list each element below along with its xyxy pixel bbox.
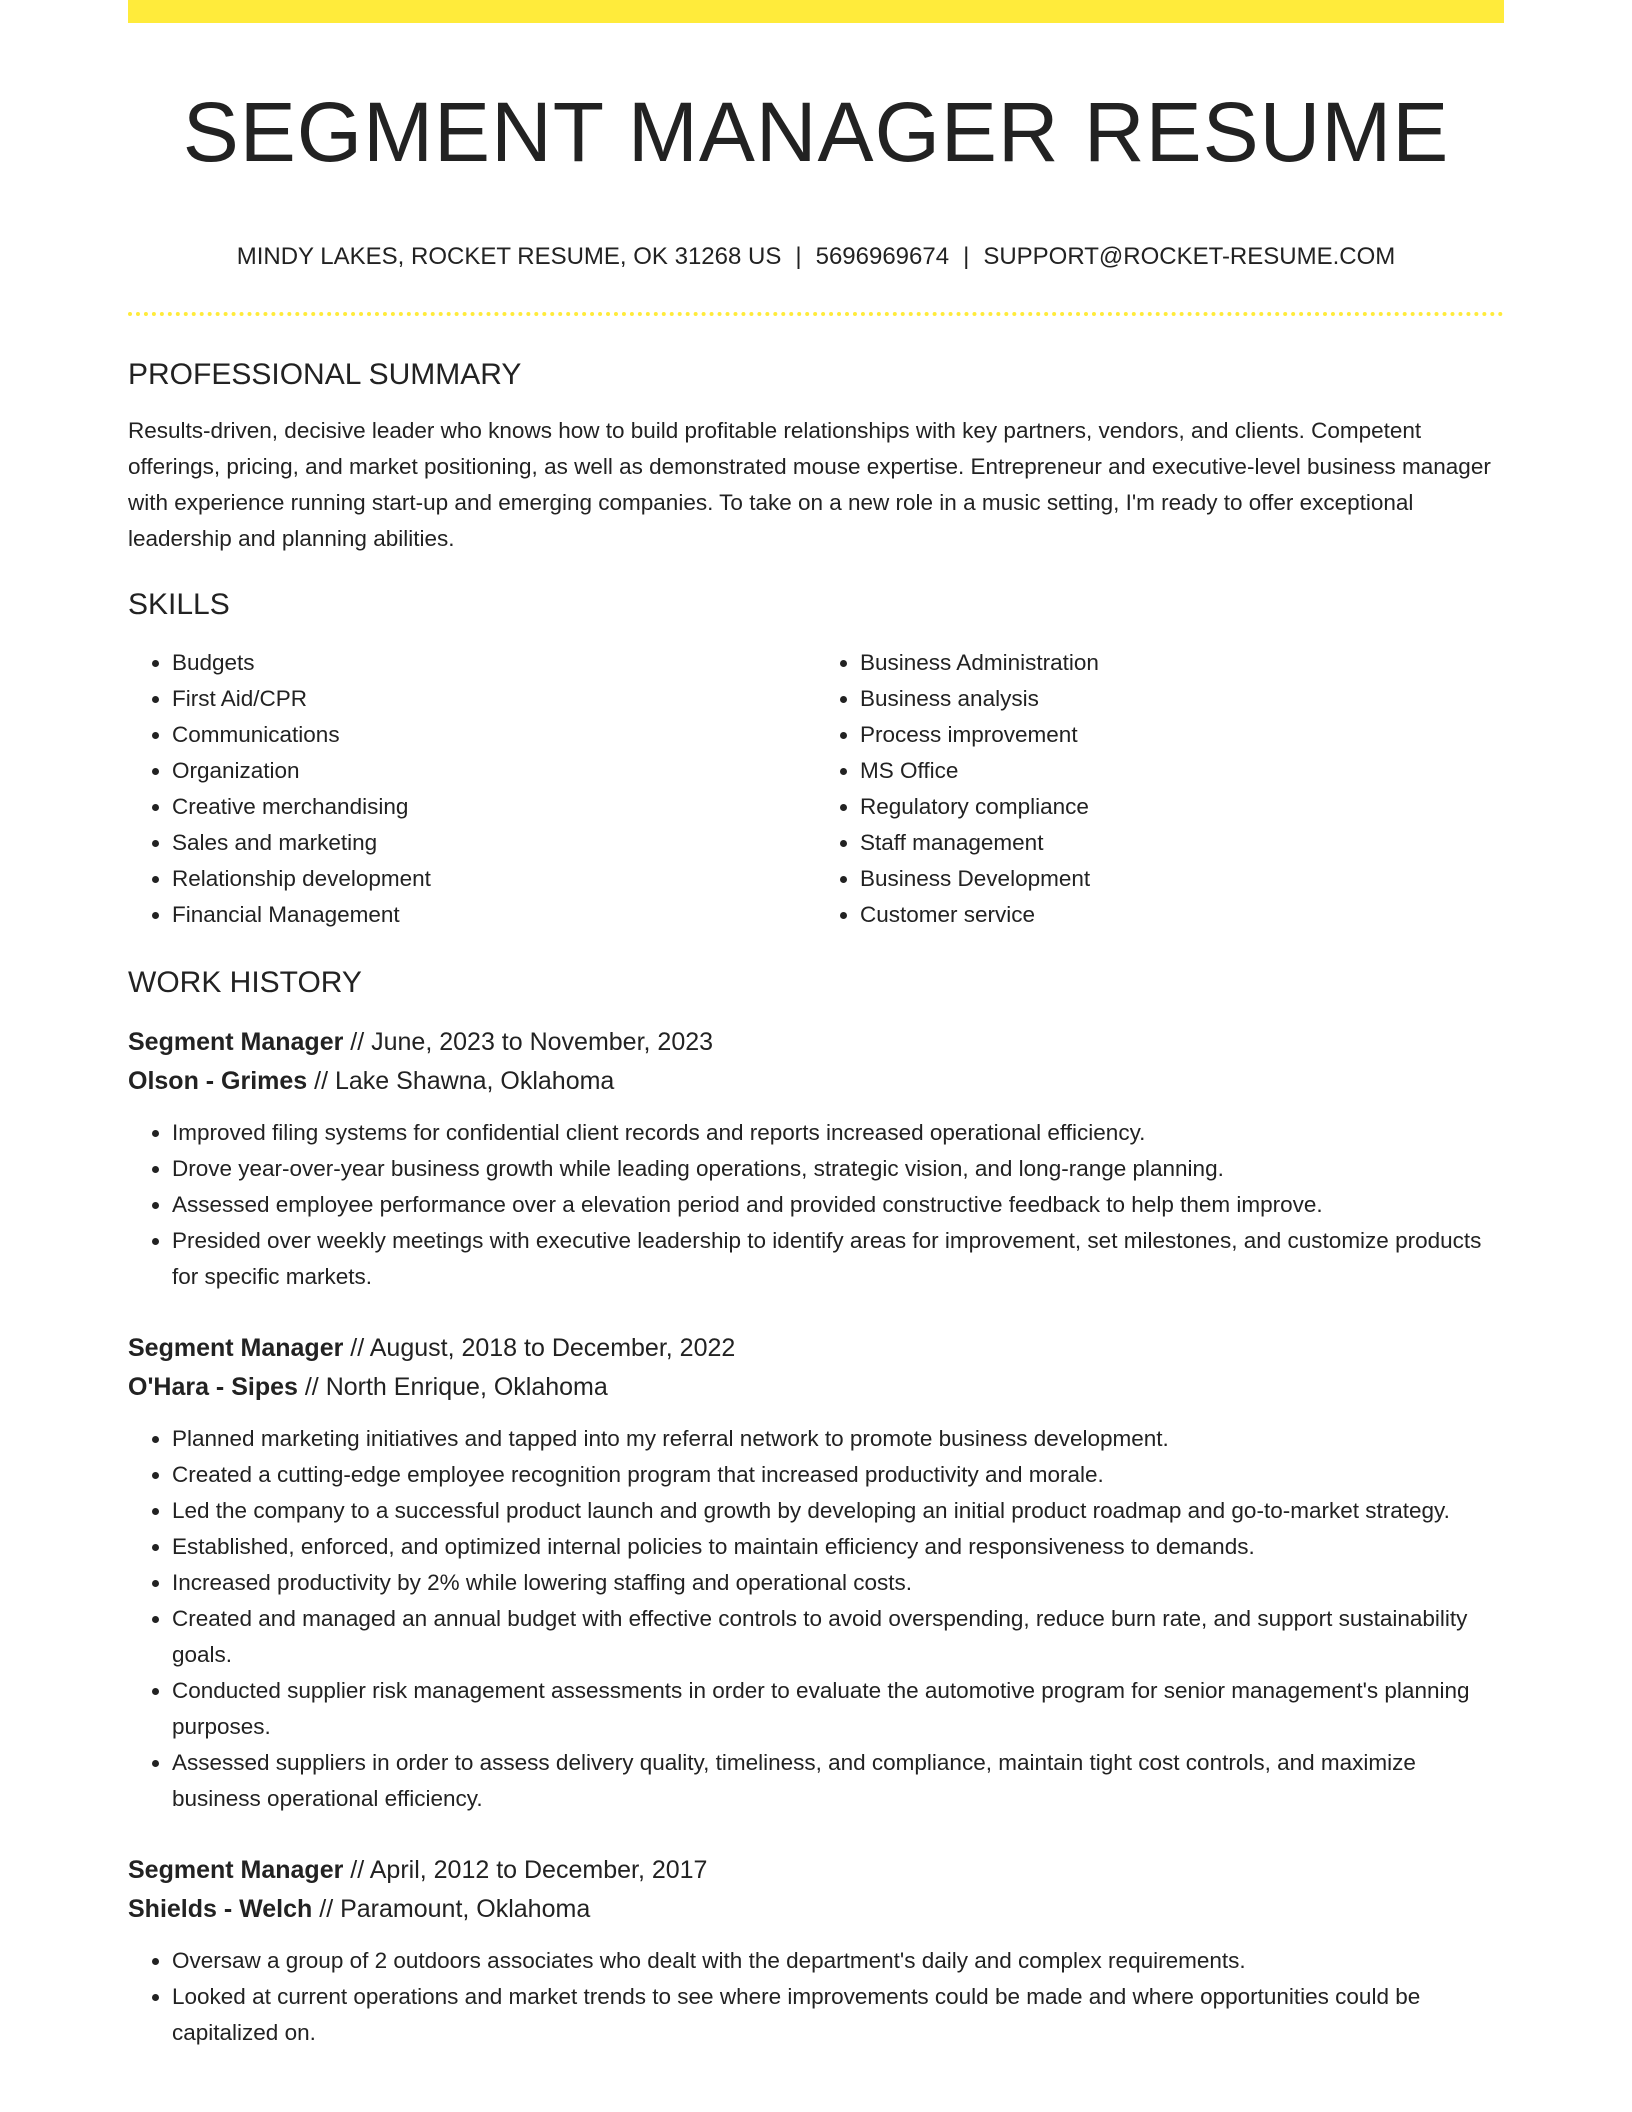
job-bullet: • Created and managed an annual budget with effective controls to avoid overspending, reduce burn rate, and support sustainability goals. xyxy=(172,1601,1504,1673)
job-bullet: • Oversaw a group of 2 outdoors associates who dealt with the department's daily and complex requirements. xyxy=(172,1943,1504,1979)
skill-item: • Budgets xyxy=(172,645,816,681)
top-accent-bar xyxy=(128,0,1504,23)
skill-item: • Creative merchandising xyxy=(172,789,816,825)
job-bullet: • Looked at current operations and market trends to see where improvements could be made and where opportunities could be capitalized on. xyxy=(172,1979,1504,2051)
job-bullet: • Presided over weekly meetings with executive leadership to identify areas for improvement, set milestones, and customize products for specific markets. xyxy=(172,1223,1504,1295)
skill-item: • Business Development xyxy=(860,861,1504,897)
dotted-divider xyxy=(128,312,1504,316)
summary-heading: PROFESSIONAL SUMMARY xyxy=(128,358,522,391)
job-company-line xyxy=(128,1062,1504,1101)
job-bullets xyxy=(128,1421,1504,1817)
job-bullet: • Led the company to a successful product launch and growth by developing an initial product roadmap and go-to-market strategy. xyxy=(172,1493,1504,1529)
job-dates: // April, 2012 to December, 2017 xyxy=(343,1856,708,1884)
job-role-line xyxy=(128,1023,1504,1062)
job-location: // Paramount, Oklahoma xyxy=(312,1895,591,1923)
resume-page xyxy=(128,0,1504,2051)
job-company: Shields - Welch xyxy=(128,1895,313,1923)
job-dates: // August, 2018 to December, 2022 xyxy=(343,1334,736,1362)
job-role: Segment Manager xyxy=(128,1334,344,1362)
job-bullet: • Increased productivity by 2% while lowering staffing and operational costs. xyxy=(172,1565,1504,1601)
skill-item: • Process improvement xyxy=(860,717,1504,753)
contact-address: MINDY LAKES, ROCKET RESUME, OK 31268 US xyxy=(236,243,782,270)
skill-item: • Communications xyxy=(172,717,816,753)
skill-item: • Customer service xyxy=(860,897,1504,933)
job-bullets xyxy=(128,1943,1504,2051)
resume-title: SEGMENT MANAGER RESUME xyxy=(182,85,1450,179)
skill-item: • First Aid/CPR xyxy=(172,681,816,717)
job-location: // North Enrique, Oklahoma xyxy=(297,1373,608,1401)
job-entry xyxy=(128,1329,1504,1817)
job-bullet: • Drove year-over-year business growth while leading operations, strategic vision, and long-range planning. xyxy=(172,1151,1504,1187)
job-bullet: • Created a cutting-edge employee recognition program that increased productivity and morale. xyxy=(172,1457,1504,1493)
job-bullet: • Assessed suppliers in order to assess delivery quality, timeliness, and compliance, maintain tight cost controls, and maximize business operational efficiency. xyxy=(172,1745,1504,1817)
job-company: Olson - Grimes xyxy=(128,1067,308,1095)
job-company: O'Hara - Sipes xyxy=(128,1373,298,1401)
skill-item: • Relationship development xyxy=(172,861,816,897)
job-role: Segment Manager xyxy=(128,1856,344,1884)
contact-email: SUPPORT@ROCKET-RESUME.COM xyxy=(983,243,1396,270)
job-company-line xyxy=(128,1368,1504,1407)
contact-separator: | xyxy=(963,243,970,270)
job-bullet: • Planned marketing initiatives and tapped into my referral network to promote business development. xyxy=(172,1421,1504,1457)
job-bullet: • Improved filing systems for confidential client records and reports increased operational efficiency. xyxy=(172,1115,1504,1151)
job-entry xyxy=(128,1851,1504,2051)
skill-item: • Financial Management xyxy=(172,897,816,933)
job-role-line xyxy=(128,1329,1504,1368)
job-role-line xyxy=(128,1851,1504,1890)
job-bullets xyxy=(128,1115,1504,1295)
skill-item: • Sales and marketing xyxy=(172,825,816,861)
skill-item: • Staff management xyxy=(860,825,1504,861)
contact-separator: | xyxy=(795,243,802,270)
job-dates: // June, 2023 to November, 2023 xyxy=(343,1028,714,1056)
skill-item: • MS Office xyxy=(860,753,1504,789)
job-bullet: • Established, enforced, and optimized internal policies to maintain efficiency and responsiveness to demands. xyxy=(172,1529,1504,1565)
contact-line xyxy=(128,242,1504,272)
skill-item: • Business analysis xyxy=(860,681,1504,717)
job-role: Segment Manager xyxy=(128,1028,344,1056)
skill-item: • Organization xyxy=(172,753,816,789)
skills-left-column xyxy=(128,645,816,933)
job-location: // Lake Shawna, Oklahoma xyxy=(307,1067,615,1095)
job-bullet: • Conducted supplier risk management assessments in order to evaluate the automotive program for senior management's planning purposes. xyxy=(172,1673,1504,1745)
skill-item: • Business Administration xyxy=(860,645,1504,681)
job-bullet: • Assessed employee performance over a elevation period and provided constructive feedback to help them improve. xyxy=(172,1187,1504,1223)
job-company-line xyxy=(128,1890,1504,1929)
summary-text: Results-driven, decisive leader who knows how to build profitable relationships with key partners, vendors, and clients. Competent offerings, pricing, and market positioning, as well as demonstrated mouse expertise. Entrepreneur and executive-level business manager with experience running start-up and emerging companies. To take on a new role in a music setting, I'm ready to offer exceptional leadership and planning abilities. xyxy=(128,418,1491,551)
contact-phone: 5696969674 xyxy=(815,243,950,270)
job-entry xyxy=(128,1023,1504,1295)
work-history-heading: WORK HISTORY xyxy=(128,966,362,999)
skill-item: • Regulatory compliance xyxy=(860,789,1504,825)
skills-heading: SKILLS xyxy=(128,588,230,621)
skills-right-column xyxy=(816,645,1504,933)
skills-list xyxy=(128,645,1504,933)
